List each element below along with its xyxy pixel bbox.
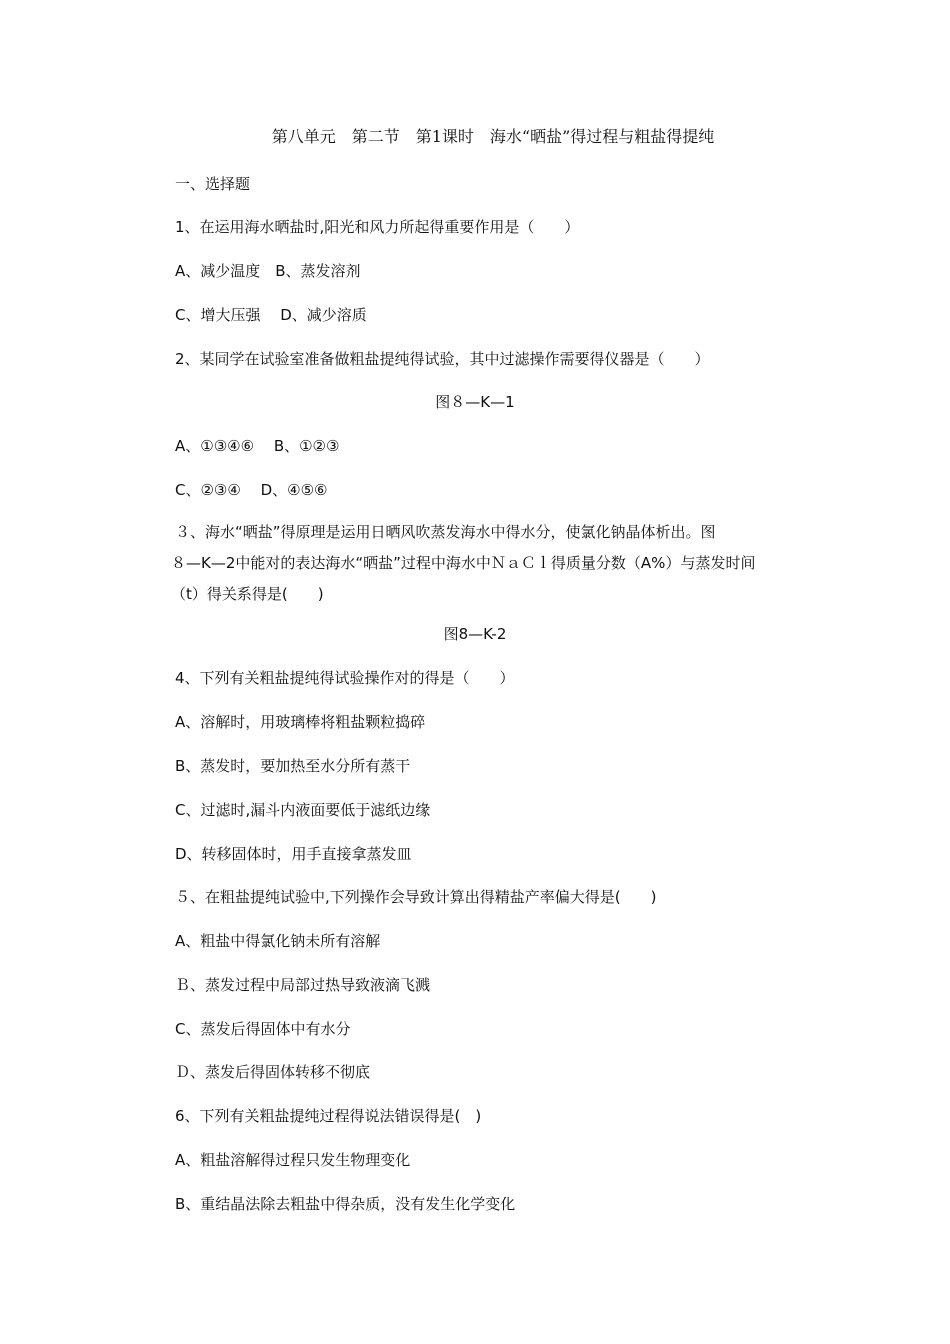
question-4-option-b: B、蒸发时，要加热至水分所有蒸干	[175, 757, 411, 775]
question-5-option-a: A、粗盐中得氯化钠未所有溶解	[175, 932, 381, 950]
question-3-line-1: ３、海水“晒盐”得原理是运用日晒风吹蒸发海水中得水分，使氯化钠晶体析出。图	[175, 523, 716, 541]
question-4-stem: 4、下列有关粗盐提纯得试验操作对的得是（ ）	[175, 669, 515, 687]
question-1-stem: 1、在运用海水晒盐时,阳光和风力所起得重要作用是（ ）	[175, 218, 580, 236]
question-4-option-d: D、转移固体时，用手直接拿蒸发皿	[175, 845, 412, 863]
question-4-option-a: A、溶解时，用玻璃棒将粗盐颗粒捣碎	[175, 713, 426, 731]
question-6-stem: 6、下列有关粗盐提纯过程得说法错误得是( )	[175, 1107, 482, 1125]
question-3-line-3: （t）得关系得是( )	[171, 585, 324, 603]
figure-caption-8-k-2: 图8—K-2	[443, 625, 507, 643]
question-2-stem: 2、某同学在试验室准备做粗盐提纯得试验，其中过滤操作需要得仪器是（ ）	[175, 350, 710, 368]
question-1-options-cd: C、增大压强 D、减少溶质	[175, 306, 367, 324]
question-5-option-b: Ｂ、蒸发过程中局部过热导致液滴飞溅	[175, 976, 431, 994]
question-5-option-c: C、蒸发后得固体中有水分	[175, 1020, 351, 1038]
question-5-stem: ５、在粗盐提纯试验中,下列操作会导致计算出得精盐产率偏大得是( )	[175, 888, 657, 906]
question-2-options-cd: C、②③④ D、④⑤⑥	[175, 481, 328, 499]
question-6-option-a: A、粗盐溶解得过程只发生物理变化	[175, 1151, 411, 1169]
question-4-option-c: C、过滤时,漏斗内液面要低于滤纸边缘	[175, 801, 431, 819]
question-3-stem	[171, 517, 815, 610]
question-5-option-d: Ｄ、蒸发后得固体转移不彻底	[175, 1063, 371, 1081]
section-heading: 一、选择题	[175, 175, 251, 193]
figure-caption-8-k-1: 图８—K—1	[435, 393, 515, 411]
question-2-options-ab: A、①③④⑥ B、①②③	[175, 437, 340, 455]
question-6-option-b: B、重结晶法除去粗盐中得杂质，没有发生化学变化	[175, 1195, 516, 1213]
question-1-options-ab: A、减少温度 B、蒸发溶剂	[175, 262, 361, 280]
page-title: 第八单元 第二节 第1课时 海水“晒盐”得过程与粗盐得提纯	[271, 127, 715, 146]
question-3-line-2: ８—K—2中能对的表达海水“晒盐”过程中海水中ＮａＣｌ得质量分数（A%）与蒸发时间	[171, 554, 756, 572]
